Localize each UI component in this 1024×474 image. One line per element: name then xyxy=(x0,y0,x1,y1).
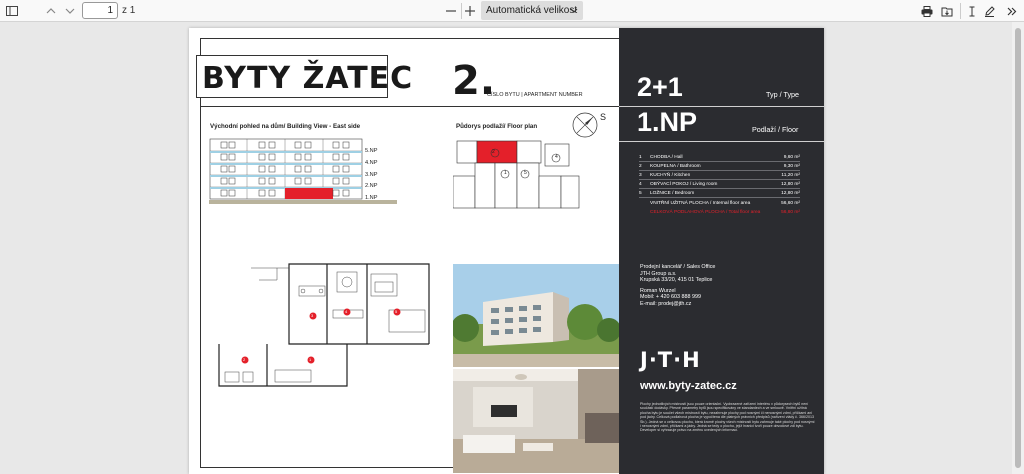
room-number: 5 xyxy=(639,191,642,196)
plan-room-number: 4 xyxy=(345,309,348,314)
floor-plan-key-drawing xyxy=(453,138,583,213)
zoom-out-icon[interactable] xyxy=(442,2,460,20)
print-icon[interactable] xyxy=(918,2,936,20)
zoom-select[interactable] xyxy=(481,1,583,20)
total-area-label: CELKOVÁ PODLAHOVÁ PLOCHA / Total floor area xyxy=(650,210,761,215)
plan-room-number: 2 xyxy=(243,357,246,362)
scrollbar-thumb[interactable] xyxy=(1015,28,1021,468)
document-title: BYTY ŽATEC xyxy=(202,61,414,96)
pdf-toolbar xyxy=(0,0,1024,22)
room-row xyxy=(639,153,800,162)
compass-north-label: S xyxy=(600,112,607,122)
text-cursor-icon[interactable] xyxy=(963,2,981,20)
room-row xyxy=(639,171,800,180)
interior-render-image xyxy=(453,369,620,473)
floor-label: 1.NP xyxy=(365,195,378,202)
divider-line xyxy=(200,106,619,107)
internal-area-label: VNITŘNÍ UŽITNÁ PLOCHA / Internal floor area xyxy=(650,201,751,206)
website-link[interactable]: www.byty-zatec.cz xyxy=(640,380,737,392)
room-area: 11,20 m² xyxy=(781,173,800,178)
sales-office-contact xyxy=(640,264,715,308)
floor-label: 3.NP xyxy=(365,171,378,178)
total-area-row xyxy=(650,208,800,217)
room-area: 12,80 m² xyxy=(781,182,800,187)
floor-plan-marker: 1 xyxy=(504,170,507,176)
apartment-type-label: Typ / Type xyxy=(766,90,800,99)
room-name: KUCHYŇ / Kitchen xyxy=(650,173,691,178)
room-row xyxy=(639,189,800,198)
room-number: 2 xyxy=(639,164,642,169)
apartment-number-caption: ČÍSLO BYTU | APARTMENT NUMBER xyxy=(487,92,583,98)
floor-label: 4.NP xyxy=(365,159,378,166)
contact-line: Roman Wurzel xyxy=(640,287,676,294)
room-number: 4 xyxy=(639,182,642,187)
room-name: OBÝVACÍ POKOJ / Living room xyxy=(650,182,718,187)
total-area-value: 56,80 m² xyxy=(781,210,800,215)
floor-labels xyxy=(365,146,377,205)
floor-label: 2.NP xyxy=(365,183,378,190)
floor-value: 1.NP xyxy=(637,107,698,137)
apartment-number: 2. xyxy=(452,58,496,104)
room-number: 1 xyxy=(639,155,642,160)
internal-area-row xyxy=(650,199,800,208)
page-number-input[interactable]: 1 xyxy=(82,2,118,19)
plan-room-number: 1 xyxy=(309,357,312,362)
contact-line: Krupská 33/20, 415 01 Teplice xyxy=(640,277,713,284)
draw-pen-icon[interactable] xyxy=(980,2,998,20)
apartment-type-value: 2+1 xyxy=(637,72,683,102)
disclaimer-text: Plochy jednotlivých místností jsou pouze orientační. Vyobrazené zařízení interiéru v půdorysech bytů není součástí dodávky. Přesné parametry bytů jsou specifikovány ve standardech a ve smlouvě. Vnitřní užitná plocha bytu je součet všech místností bytu, nezahrnuje plochy pod nosnými či nenosnými zdmi, příčkami ani pod jádry. Celková podlahová plocha je vypočtena dle platných právních předpisů (nařízení vlády č. 366/2013 Sb.). Jedná se o celkovou plochu, která kromě plochy všech místností bytu zahrnuje také plochy pod nosnými i nenosnými zdmi, příčkami a jádry. Jedná se tedy o plochu, jejíž hranici tvoří pouze obvodové zdi bytu. Developer si vyhrazuje právo na změnu uvedených informací. xyxy=(640,402,815,433)
contact-line: JTH Group a.s. xyxy=(640,270,677,277)
panel-divider xyxy=(619,141,824,142)
apartment-plan-drawing xyxy=(207,262,437,394)
plan-room-number: 5 xyxy=(395,309,398,314)
jth-logo: J·T·H xyxy=(640,348,701,372)
pdf-page xyxy=(189,28,824,474)
double-chevron-right-icon[interactable] xyxy=(1003,2,1021,20)
room-row xyxy=(639,180,800,189)
chevron-down-icon[interactable] xyxy=(61,2,79,20)
room-name: LOŽNICE / Bedroom xyxy=(650,191,695,196)
room-row xyxy=(639,162,800,171)
chevron-down-icon xyxy=(570,1,578,20)
room-area: 9,60 m² xyxy=(783,155,800,160)
floor-plan-marker: 2 xyxy=(492,149,495,155)
room-number: 3 xyxy=(639,173,642,178)
building-view-label: Východní pohled na dům/ Building View - East side xyxy=(210,123,361,130)
chevron-up-icon[interactable] xyxy=(42,2,60,20)
save-icon[interactable] xyxy=(938,2,956,20)
contact-line: Prodejní kancelář / Sales Office xyxy=(640,264,716,270)
room-name: CHODBA / Hall xyxy=(650,155,683,160)
zoom-select-value: Automatická velikost xyxy=(486,5,578,16)
toolbar-divider xyxy=(960,3,961,19)
floor-label: 5.NP xyxy=(365,148,378,154)
contact-line: E-mail: prodej@jth.cz xyxy=(640,300,692,307)
room-area: 12,80 m² xyxy=(781,191,800,196)
room-area: 9,30 m² xyxy=(783,164,800,169)
floor-label: Podlaží / Floor xyxy=(752,125,799,134)
info-panel xyxy=(619,28,824,474)
contact-line: Mobil: + 420 603 888 999 xyxy=(640,294,701,301)
internal-area-value: 56,60 m² xyxy=(781,201,800,206)
floor-plan-label: Půdorys podlaží/ Floor plan xyxy=(456,123,538,130)
floor-plan-marker: 4 xyxy=(555,154,558,160)
exterior-render-image xyxy=(453,264,620,367)
sidebar-toggle-icon[interactable] xyxy=(3,2,21,20)
plan-room-number: 3 xyxy=(311,313,314,318)
zoom-in-icon[interactable] xyxy=(461,2,479,20)
page-total-label: z 1 xyxy=(122,5,136,16)
room-name: KOUPELNA / Bathroom xyxy=(650,164,701,169)
floor-plan-marker: 5 xyxy=(524,170,527,176)
